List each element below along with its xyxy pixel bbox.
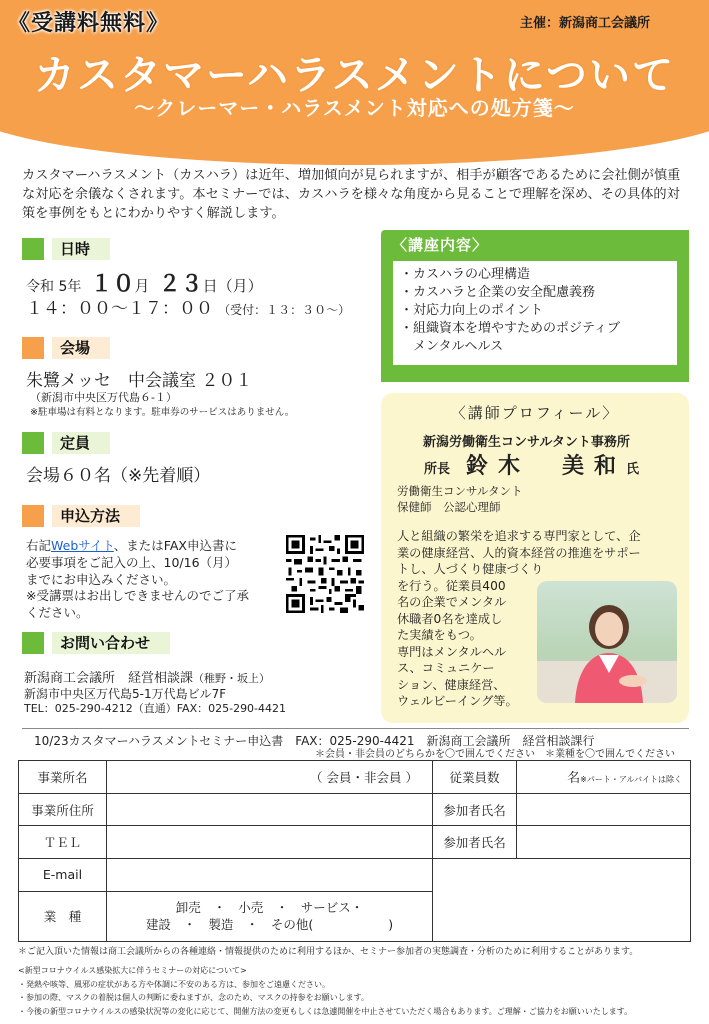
course-title: 〈講座内容〉 (392, 236, 489, 254)
section-datetime (22, 238, 110, 260)
course-item: ・対応力向上のポイント (400, 303, 544, 318)
participant-field[interactable] (517, 793, 691, 826)
email-field[interactable] (107, 859, 433, 892)
application-form (18, 760, 691, 942)
instructor-name: 鈴木 美和 (466, 454, 627, 479)
bio-line: トし、人づくり健康づくり (397, 562, 544, 576)
course-item: ・カスハラの心理構造 (400, 267, 531, 282)
course-list (400, 266, 670, 356)
contact-phone: TEL：025-290-4212（直通）FAX：025-290-4421 (24, 702, 287, 715)
bio-line: 業の健康経営、人的資本経営の推進をサポー (397, 545, 641, 560)
participant-label: 参加者氏名 (433, 826, 517, 859)
contact-address: 新潟市中央区万代島5-1万代島ビル7F (24, 687, 227, 701)
section-heading: 定員 (52, 432, 110, 454)
industry-choice[interactable] (107, 891, 433, 941)
section-heading: 申込方法 (52, 505, 140, 527)
section-marker (22, 432, 44, 454)
reception-time: （受付：１３：３０〜） (218, 303, 351, 317)
form-row-email (19, 859, 691, 892)
form-divider (22, 728, 689, 729)
apply-line-1: 右記Webサイト、またはFAX申込書に (26, 538, 237, 553)
form-row-address (19, 793, 691, 826)
apply-line-5: ください。 (26, 605, 89, 621)
apply-instructions (26, 538, 284, 622)
apply-line-4: ※受講票はお出しできませんのでご了承 (26, 588, 249, 604)
section-heading: 日時 (52, 238, 110, 260)
employees-label: 従業員数 (433, 761, 517, 794)
event-time (26, 294, 350, 319)
website-link[interactable]: Webサイト (51, 538, 114, 553)
company-label: 事業所名 (19, 761, 107, 794)
venue-name: 朱鷺メッセ 中会議室 ２０１ (26, 371, 253, 391)
section-contact (22, 632, 170, 654)
bio-line: ション、健康経営、 (397, 677, 506, 692)
privacy-footnote: ＊ご記入頂いた情報は商工会議所からの各種連絡・情報提供のために利用するほか、セミナー参加者の実態調査・分析のために利用することがあります。 (18, 947, 639, 957)
course-item: ・カスハラと企業の安全配慮義務 (400, 285, 596, 300)
date-month: １０ (90, 272, 135, 297)
instructor-portrait-icon (537, 581, 677, 703)
covid-line: <新型コロナウイルス感染拡大に伴うセミナーの対応について> (18, 966, 247, 975)
bio-line: 専門はメンタルヘル (397, 644, 507, 659)
free-admission-label: 《受講料無料》 (8, 11, 170, 36)
form-note: ＊会員・非会員のどちらかを〇で囲んでください ＊業種を〇で囲んでください (315, 749, 675, 760)
section-marker (22, 505, 44, 527)
date-day-unit: 日（月） (202, 277, 263, 295)
bio-line: 名の企業でメンタル (397, 595, 507, 609)
address-field[interactable] (107, 793, 433, 826)
participant-field[interactable] (517, 826, 691, 859)
qr-code-icon[interactable] (286, 535, 364, 613)
covid-line: ・参加の際、マスクの着脱は個人の判断に委ねますが、念のため、マスクの持参をお願いします。 (18, 993, 370, 1002)
industry-line-2: 建設 ・ 製造 ・ その他( ) (145, 917, 394, 933)
form-header: 10/23カスタマーハラスメントセミナー申込書 FAX：025-290-4421 新潟商工会議所 経営相談課行 (34, 734, 595, 748)
email-label: E-mail (19, 859, 107, 892)
parking-note: ※駐車場は有料となります。駐車券のサービスはありません。 (30, 407, 295, 418)
course-item: ・組織資本を増やすためのポジティブ (400, 321, 620, 336)
apply-line-2: 必要事項をご記入の上、10/16（月） (26, 554, 238, 570)
bio-line: ス、コミュニケー (397, 661, 495, 675)
covid-line: ・今後の新型コロナウイルスの感染状況等の変化に応じて、開催方法の変更もしくは急遽開催を中止させていただく場合もあります。ご理解・ご協力をお願いいたします。 (18, 1006, 633, 1016)
instructor-qualification: 労働衛生コンサルタント (397, 484, 523, 498)
employees-field[interactable] (517, 761, 691, 794)
contact-org-line (24, 667, 270, 686)
form-row-tel (19, 826, 691, 859)
instructor-qualification: 保健師 公認心理師 (397, 500, 501, 514)
page-subtitle: 〜クレーマー・ハラスメント対応への処方箋〜 (134, 96, 575, 120)
section-venue (22, 337, 110, 359)
instructor-title: 〈講師プロフィール〉 (450, 404, 620, 422)
employees-unit: 名 (567, 771, 581, 787)
participant-label: 参加者氏名 (433, 793, 517, 826)
bio-line: を行う。従業員400 (397, 578, 506, 593)
tel-field[interactable] (107, 826, 433, 859)
venue-address: （新潟市中央区万代島６-１） (30, 391, 177, 404)
date-era: 令和 5年 (26, 279, 82, 295)
capacity-text: 会場６０名（※先着順） (26, 466, 211, 486)
bio-line: た実績をもつ。 (397, 628, 482, 642)
bio-line: 休職者0名を達成し (397, 611, 503, 626)
industry-line-1: 卸売 ・ 小売 ・ サービス・ (175, 900, 364, 916)
address-label: 事業所住所 (19, 793, 107, 826)
instructor-role: 所長 (424, 462, 451, 477)
section-capacity (22, 432, 110, 454)
employees-note: ※パート・アルバイトは除く (580, 775, 682, 785)
date-day: ２３ (158, 272, 203, 297)
instructor-photo (537, 581, 677, 703)
member-choice[interactable]: （ 会員・非会員 ） (310, 769, 418, 785)
apply-line-3: までにお申込みください。 (26, 571, 177, 587)
company-field[interactable] (107, 761, 433, 794)
tel-label: ＴＥＬ (19, 826, 107, 859)
contact-persons: （稚野・坂上） (193, 672, 271, 685)
instructor-office: 新潟労働衛生コンサルタント事務所 (423, 435, 630, 450)
section-apply (22, 505, 140, 527)
section-heading: 会場 (52, 337, 110, 359)
covid-line: ・発熱や咳等、風邪の症状がある方や体調に不安のある方は、参加をご遠慮ください。 (18, 979, 330, 989)
date-month-unit: 月 (134, 277, 150, 295)
time-range: １４：００〜１７：００ (26, 299, 213, 319)
section-heading: お問い合わせ (52, 632, 170, 654)
blank-cell (433, 859, 691, 942)
intro-paragraph: カスタマーハラスメント（カスハラ）は近年、増加傾向が見られますが、相手が顧客であるために会社側が慎重な対応を余儀なくされます。本セミナーでは、カスハラを様々な角度から見ることで理解を深め、その具体的対策を事例をもとにわかりやすく解説します。 (22, 168, 681, 221)
host-label: 主催：新潟商工会議所 (520, 16, 651, 31)
industry-label: 業 種 (19, 891, 107, 941)
form-row-company (19, 761, 691, 794)
bio-line: ウェルビーイング等。 (397, 694, 518, 708)
section-marker (22, 632, 44, 654)
section-marker (22, 238, 44, 260)
contact-org: 新潟商工会議所 経営相談課 (24, 671, 194, 686)
course-item: メンタルヘルス (400, 339, 504, 354)
section-marker (22, 337, 44, 359)
bio-line: 人と組織の繁栄を追求する専門家として、企 (397, 529, 641, 543)
page-title: カスタマーハラスメントについて (34, 51, 675, 99)
covid-notice (18, 964, 698, 1018)
instructor-honorific: 氏 (626, 462, 640, 477)
